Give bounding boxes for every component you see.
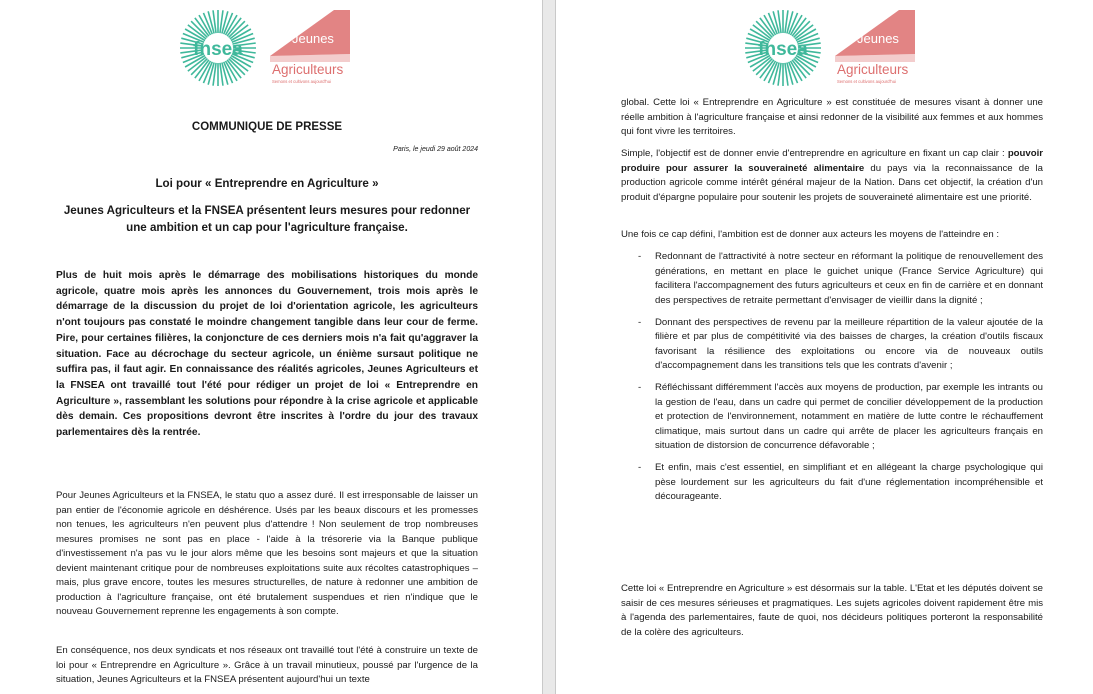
svg-text:Semons et cultivons aujourd'hu: Semons et cultivons aujourd'hui: [272, 79, 331, 84]
document-page-1: [0, 0, 542, 694]
body-paragraph: Cette loi « Entreprendre en Agriculture » est désormais sur la table. L'Etat et les députés doivent se saisir de ces mesures sérieuses et pragmatiques. Les sujets agricoles doivent rapidement être mis à l'agenda des parlementaires, faute de quoi, nos décideurs politiques porteront la responsabilité de la colère des agriculteurs.: [621, 583, 1043, 638]
press-release-title: COMMUNIQUE DE PRESSE: [191, 121, 343, 133]
fnsea-logo-text: fnsea: [193, 39, 243, 60]
list-item: - Et enfin, mais c'est essentiel, en simplifiant et en allégeant la charge psychologique qui pèse lourdement sur les agriculteurs du fait d'une réglementation incompréhensible et décourageante.: [638, 462, 1043, 502]
svg-text:Semons et cultivons aujourd'hu: Semons et cultivons aujourd'hui: [837, 79, 896, 84]
jeunes-agriculteurs-logo: [829, 10, 921, 86]
body-paragraph: Simple, l'objectif est de donner envie d'entreprendre en agriculture en fixant un cap clair : pouvoir produire pour assurer la souveraineté alimentaire du pays via la reconnaissance de la production agricole comme intérêt général majeur de la Nation. Dans cet objectif, la création d'un produit d'épargne populaire pour soutenir les projets de souveraineté alimentaire est une priorité.: [621, 148, 1043, 203]
header-logos: [178, 8, 356, 88]
fnsea-logo-text: fnsea: [758, 39, 808, 60]
page-separator: [542, 0, 556, 694]
lead-paragraph: Plus de huit mois après le démarrage des mobilisations historiques du monde agricole, quatre mois après les annonces du Gouvernement, trois mois après le démarrage de la discussion du projet de loi d'orientation agricole, les agriculteurs n'ont toujours pas constaté le moindre changement tangible dans leur cour de ferme. Pire, pour certaines filières, la conjoncture de ces derniers mois n'a fait qu'aggraver la situation. Face au décrochage du secteur agricole, un énième sursaut politique ne suffira pas, il faut agir. En connaissance des réalités agricoles, Jeunes Agriculteurs et la FNSEA ont travaillé tout l'été pour rédiger un projet de loi « Entreprendre en Agriculture », rassemblant les solutions pour répondre à la crise agricole et applicable dès demain. Ces propositions devront être inscrites à l'ordre du jour des travaux parlementaires dès la rentrée.: [56, 270, 478, 439]
jeunes-agriculteurs-logo: [264, 10, 356, 86]
list-item: - Réfléchissant différemment l'accès aux moyens de production, par exemple les intrants ou la gestion de l'eau, dans un cadre qui permet de concilier développement de la production et protection de l'environnement, notamment en matière de lutte contre le réchauffement climatique, mais surtout dans un cadre qui arrête de placer les agriculteurs français en situation de distorsion de concurrence défavorable ;: [638, 382, 1043, 451]
body-paragraph: global. Cette loi « Entreprendre en Agriculture » est constituée de mesures visant à donner une réelle ambition à l'agriculture française et ainsi redonner de la visibilité aux femmes et aux hommes qui font vivre les territoires.: [621, 97, 1043, 137]
list-item: - Donnant des perspectives de revenu par la meilleure répartition de la valeur ajoutée de la filière et par plus de compétitivité via des baisses de charges, la création d'outils fiscaux favorisant la résilience des exploitations ou encore via de nouveaux outils d'accompagnement dans les transitions tels que les contrats d'avenir ;: [638, 316, 1043, 371]
document-page-2: [556, 0, 1093, 694]
emphasis-text: pouvoir produire pour assurer la souveraineté alimentaire: [621, 148, 1043, 174]
press-release-subtitle: Jeunes Agriculteurs et la FNSEA présentent leurs mesures pour redonner une ambition et un cap pour l'agriculture française.: [63, 204, 471, 234]
fnsea-logo: [178, 8, 258, 88]
fnsea-logo: [743, 8, 823, 88]
body-paragraph: En conséquence, nos deux syndicats et nos réseaux ont travaillé tout l'été à construire un texte de loi pour « Entreprendre en Agriculture ». Grâce à un travail minutieux, poussé par l'urgence de la situation, Jeunes Agriculteurs et la FNSEA présentent aujourd'hui un texte: [56, 645, 478, 685]
measures-list: [621, 250, 1043, 512]
law-title: Loi pour « Entreprendre en Agriculture »: [155, 177, 379, 190]
header-logos: [743, 8, 921, 88]
list-item: - Redonnant de l'attractivité à notre secteur en réformant la politique de renouvellement des générations, en mettant en place le guichet unique (France Service Agriculture) qui facilitera l'accompagnement des futurs agriculteurs et ceux en fin de carrière et en donnant des perspectives de retraite permettant d'envisager de vieillir dans la dignité ;: [638, 251, 1043, 306]
svg-text:Agriculteurs: Agriculteurs: [837, 62, 909, 77]
svg-text:Jeunes: Jeunes: [857, 31, 899, 46]
body-paragraph: Pour Jeunes Agriculteurs et la FNSEA, le statu quo a assez duré. Il est irresponsable de laisser un pan entier de l'économie agricole en déshérence. Usés par les beaux discours et les promesses non tenues, les agriculteurs n'en peuvent plus d'attendre ! Non seulement de trop nombreuses mesures promises ne sont pas en place - l'aide à la trésorerie via la Banque publique d'investissement n'a pas vu le jour alors même que les besoins sont majeurs et que la situation devient maintenant critique pour de nombreuses exploitations suite aux récoltes catastrophiques – mais, plus grave encore, toutes les mesures structurelles, de nature à redonner une ambition de production à l'agriculture française, ont été brutalement suspendues et rien n'indique que le nouveau Gouvernement reprenne les engagements à son compte.: [56, 490, 478, 617]
svg-text:Agriculteurs: Agriculteurs: [272, 62, 344, 77]
press-release-date: Paris, le jeudi 29 août 2024: [393, 146, 478, 153]
svg-text:Jeunes: Jeunes: [292, 31, 334, 46]
body-paragraph: Une fois ce cap défini, l'ambition est de donner aux acteurs les moyens de l'atteindre en :: [621, 229, 1000, 240]
